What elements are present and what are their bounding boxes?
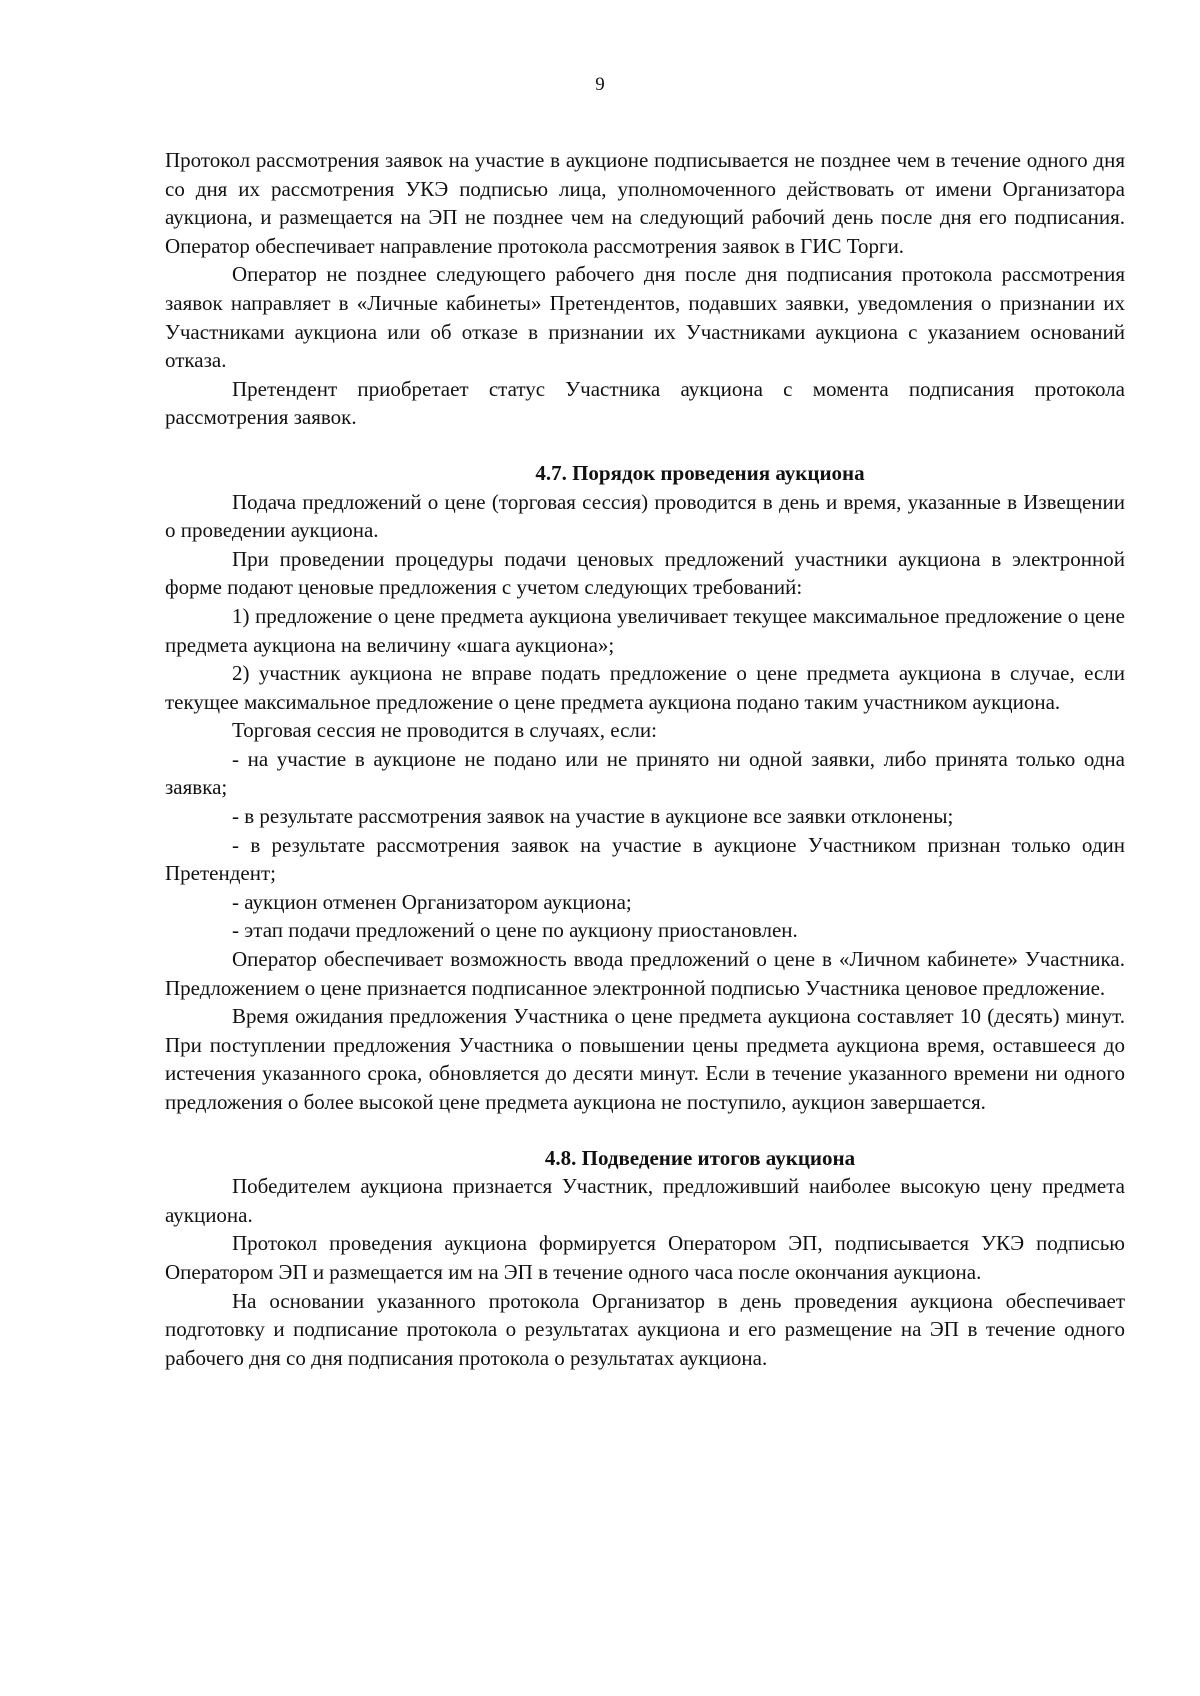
section-heading-4-7: 4.7. Порядок проведения аукциона <box>535 460 865 485</box>
list-item: 2) участник аукциона не вправе подать предложение о цене предмета аукциона в случае, если текущее максимальное предложение о цене предмета аукциона подано таким участником аукциона. <box>165 661 1125 714</box>
paragraph: При проведении процедуры подачи ценовых предложений участники аукциона в электронной форме подают ценовые предложения с учетом следующих требований: <box>165 546 1125 600</box>
page-number: 9 <box>595 74 605 95</box>
paragraph: Победителем аукциона признается Участник, предложивший наиболее высокую цену предмета аукциона. <box>165 1174 1125 1227</box>
list-item: - в результате рассмотрения заявок на участие в аукционе Участником признан только один Претендент; <box>165 832 1125 886</box>
list-item: - на участие в аукционе не подано или не принято ни одной заявки, либо принята только одна заявка; <box>165 746 1125 800</box>
list-item: - аукцион отменен Организатором аукциона; <box>232 889 632 914</box>
list-item: - в результате рассмотрения заявок на участие в аукционе все заявки отклонены; <box>232 804 954 829</box>
paragraph: Оператор не позднее следующего рабочего дня после дня подписания протокола рассмотрения заявок направляет в «Личные кабинеты» Претендентов, подавших заявки, уведомления о признании их Участниками аукциона или об отказе в признании их Участниками аукциона с указанием оснований отказа. <box>165 262 1125 373</box>
list-item: - этап подачи предложений о цене по аукциону приостановлен. <box>232 918 798 943</box>
paragraph: Претендент приобретает статус Участника аукциона с момента подписания протокола рассмотрения заявок. <box>165 376 1125 430</box>
paragraph: Оператор обеспечивает возможность ввода предложений о цене в «Личном кабинете» Участника. Предложением о цене признается подписанное электронной подписью Участника ценовое предложение. <box>165 947 1125 1000</box>
paragraph: Время ожидания предложения Участника о цене предмета аукциона составляет 10 (десять) минут. При поступлении предложения Участника о повышении цены предмета аукциона время, оставшееся до истечения указанного срока, обновляется до десяти минут. Если в течение указанного времени ни одного предложения о более высокой цене предмета аукциона не поступило, аукцион завершается. <box>165 1004 1125 1114</box>
paragraph: Протокол рассмотрения заявок на участие в аукционе подписывается не позднее чем в течение одного дня со дня их рассмотрения УКЭ подписью лица, уполномоченного действовать от имени Организатора аукциона, и размещается на ЭП не позднее чем на следующий рабочий день после дня его подписания. Оператор обеспечивает направление протокола рассмотрения заявок в ГИС Торги. <box>165 148 1125 258</box>
paragraph: Подача предложений о цене (торговая сессия) проводится в день и время, указанные в Извещении о проведении аукциона. <box>165 489 1125 543</box>
paragraph: На основании указанного протокола Организатор в день проведения аукциона обеспечивает подготовку и подписание протокола о результатах аукциона и его размещение на ЭП в течение одного рабочего дня со дня подписания протокола о результатах аукциона. <box>165 1288 1125 1370</box>
paragraph: Протокол проведения аукциона формируется Оператором ЭП, подписывается УКЭ подписью Оператором ЭП и размещается им на ЭП в течение одного часа после окончания аукциона. <box>165 1231 1125 1284</box>
paragraph: Торговая сессия не проводится в случаях, если: <box>232 718 657 743</box>
list-item: 1) предложение о цене предмета аукциона увеличивает текущее максимальное предложение о цене предмета аукциона на величину «шага аукциона»; <box>165 603 1125 657</box>
section-heading-4-8: 4.8. Подведение итогов аукциона <box>544 1145 856 1170</box>
document-body <box>165 146 1125 1372</box>
